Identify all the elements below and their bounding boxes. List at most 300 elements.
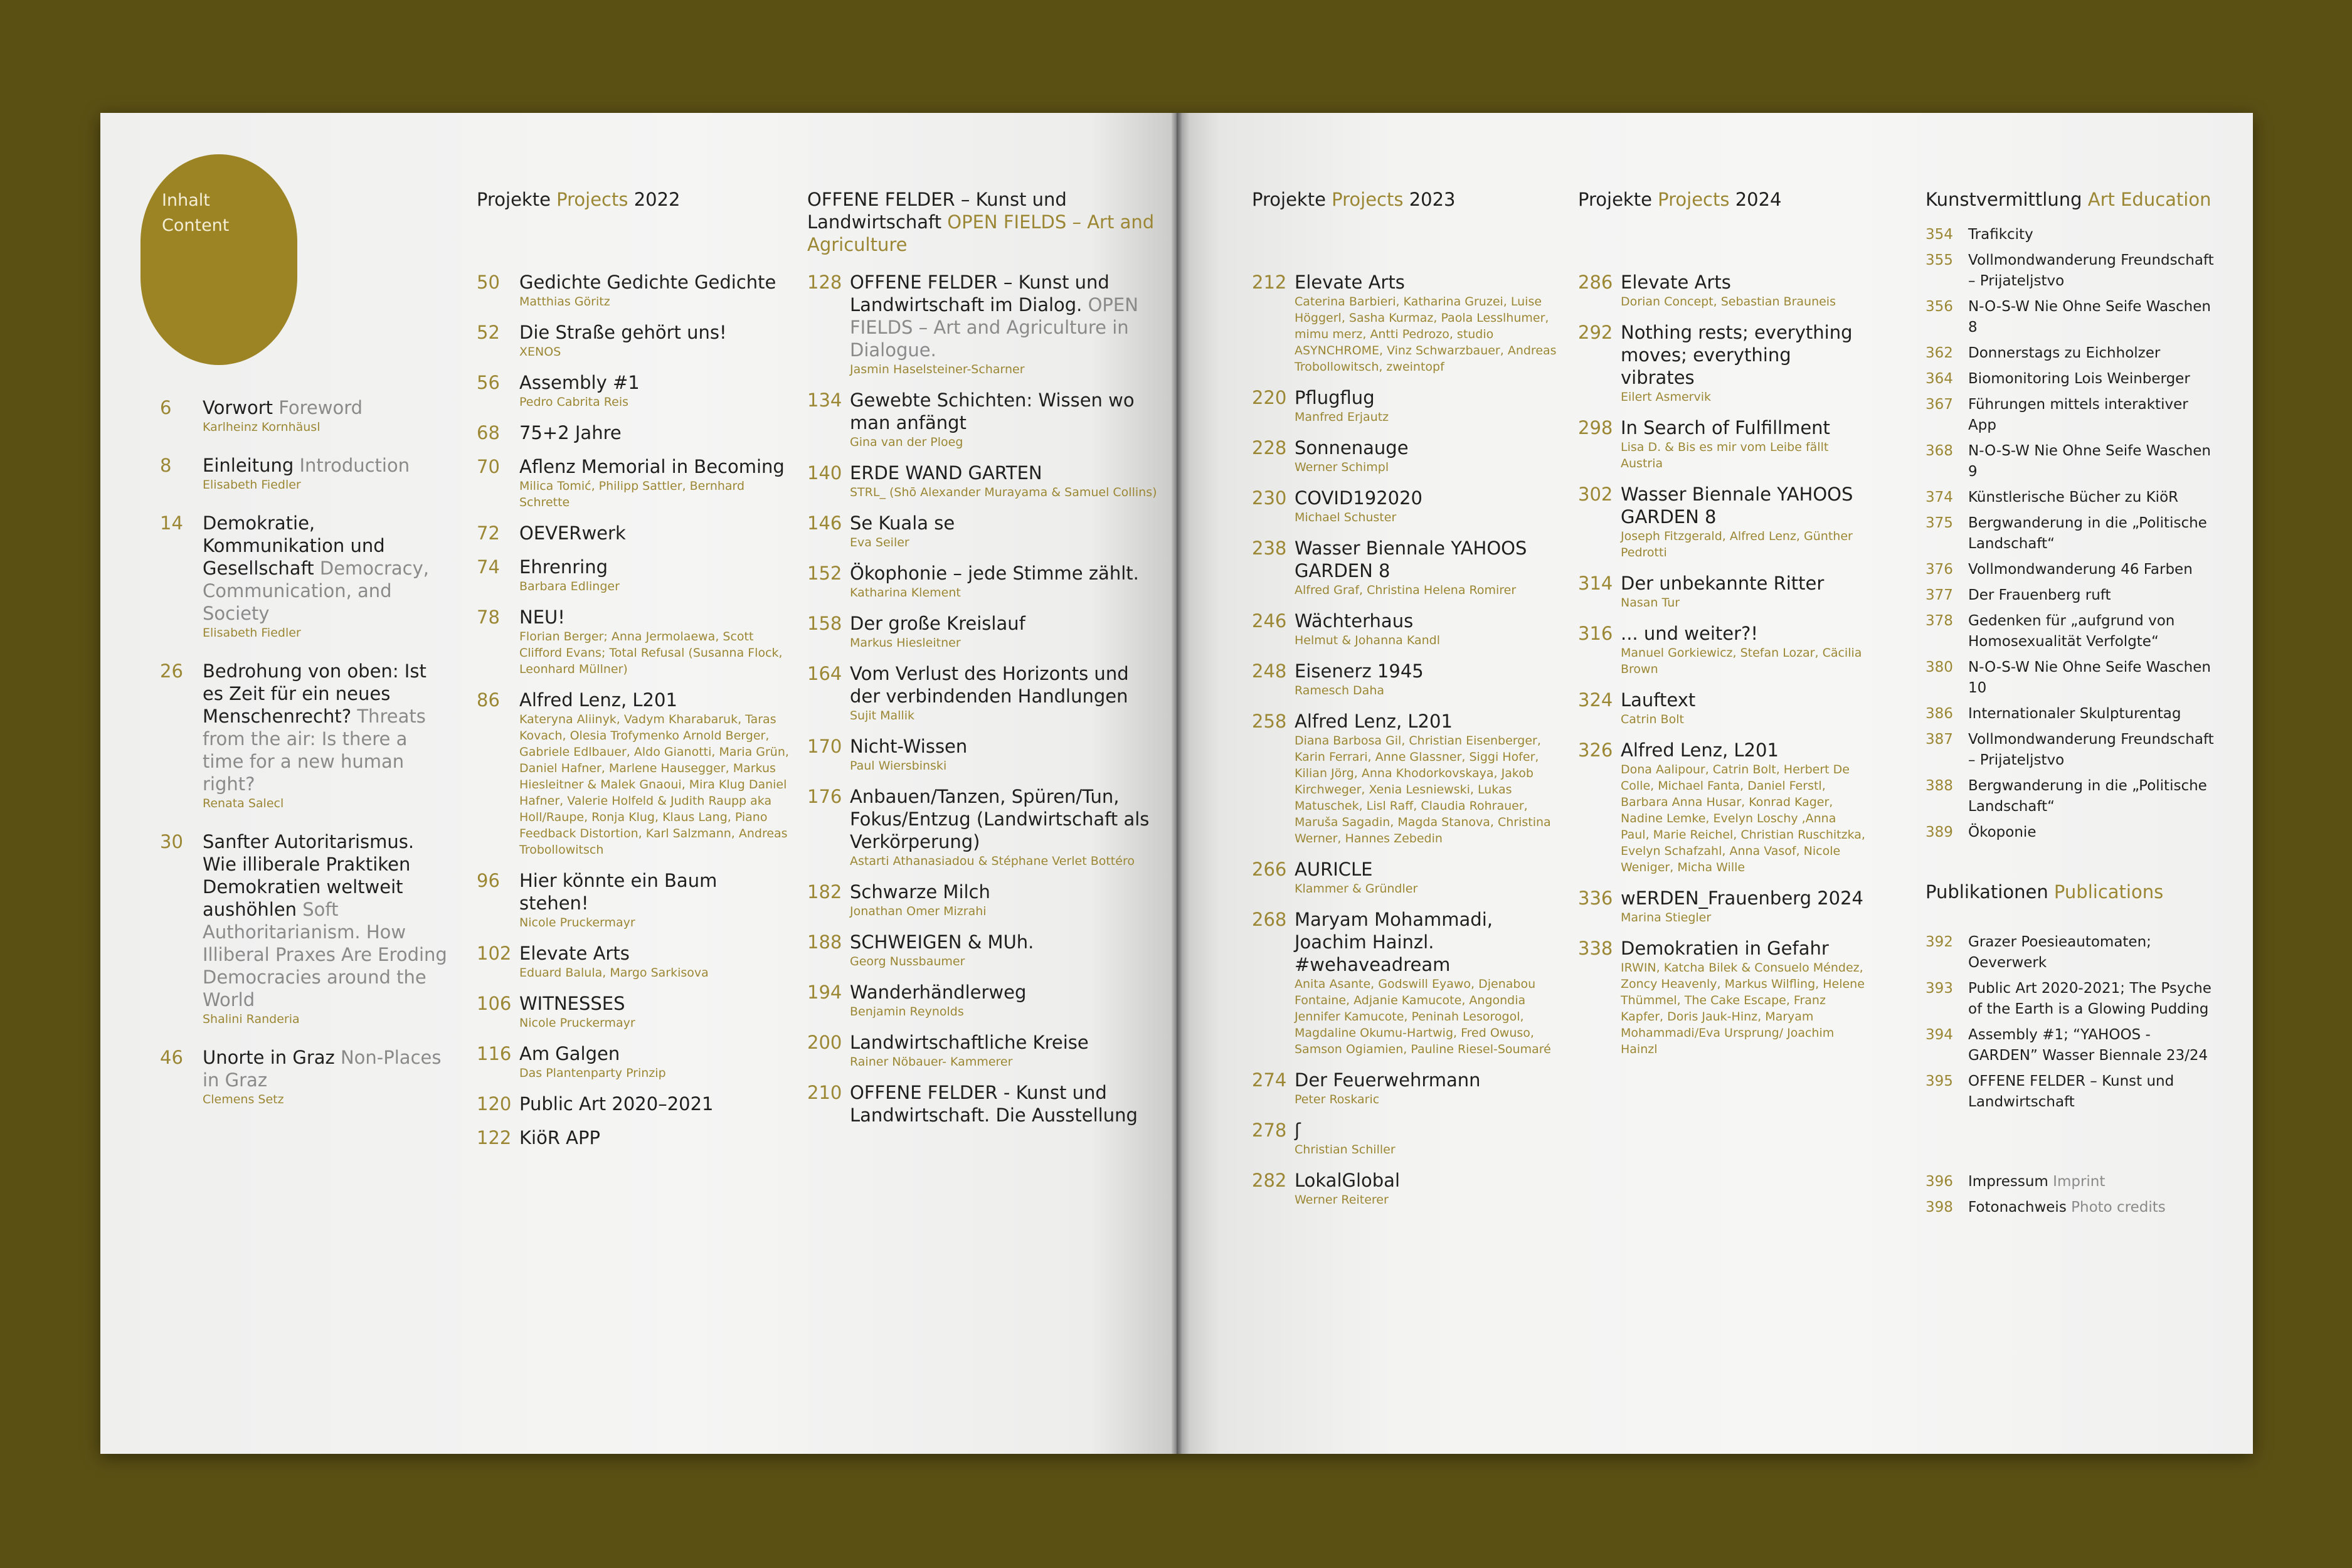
entry-title <box>1295 610 1562 632</box>
entry-title <box>1295 710 1562 733</box>
entry-title <box>850 785 1158 853</box>
page-number: 302 <box>1578 484 1613 505</box>
section-heading-de: OFFENE FELDER – Kunst und Landwirtschaft <box>807 189 1067 233</box>
entry-title-de: Wasser Biennale YAHOOS GARDEN 8 <box>1295 538 1527 581</box>
entry-title-en: Foreword <box>273 397 363 418</box>
entry-title-de: Alfred Lenz, L201 <box>519 689 677 711</box>
entry-author: Katharina Klement <box>850 586 961 600</box>
section-heading <box>807 188 1158 256</box>
toc-column-2024 <box>1578 188 1868 1069</box>
entry-title-de: Vom Verlust des Horizonts und der verbindenden Handlungen <box>850 663 1129 707</box>
toc-entry <box>1252 386 1562 425</box>
section-heading-en: Projects <box>1651 189 1730 210</box>
entry-title <box>203 454 448 477</box>
entry-author: Paul Wiersbinski <box>850 759 947 773</box>
entry-title-en: Photo credits <box>2066 1199 2166 1216</box>
page-number: 368 <box>1926 443 1953 459</box>
entry-title: N-O-S-W Nie Ohne Seife Waschen 10 <box>1968 659 2211 696</box>
entry-title: Vollmondwanderung Freundschaft – Prijateljstvo <box>1968 252 2214 289</box>
entry-title: N-O-S-W Nie Ohne Seife Waschen 9 <box>1968 443 2211 480</box>
toc-entry <box>1252 710 1562 847</box>
toc-entry <box>160 1046 448 1108</box>
page-number: 200 <box>807 1032 842 1053</box>
entry-author: Nasan Tur <box>1621 596 1680 610</box>
toc-entry <box>1252 908 1562 1057</box>
toc-column-2023 <box>1252 188 1562 1219</box>
toc-entry <box>477 1126 790 1149</box>
entry-title: Donnerstags zu Eichholzer <box>1968 345 2161 361</box>
page-number: 220 <box>1252 387 1287 408</box>
section-heading-en: Projects <box>550 189 628 210</box>
entry-title-de: Elevate Arts <box>1621 272 1731 293</box>
toc-entry <box>1252 537 1562 598</box>
publications-heading <box>1926 881 2220 903</box>
page-number: 380 <box>1926 659 1953 675</box>
page-number: 286 <box>1578 272 1613 293</box>
toc-entry <box>160 396 448 435</box>
page-number: 398 <box>1926 1199 1953 1216</box>
toc-entry <box>1252 660 1562 699</box>
toc-entry <box>1252 437 1562 475</box>
toc-entry <box>1252 858 1562 897</box>
toc-entry <box>477 869 790 931</box>
entry-title <box>1295 660 1562 682</box>
entry-title-de: Alfred Lenz, L201 <box>1621 739 1779 761</box>
toc-entry <box>807 612 1158 651</box>
entry-title: Public Art 2020-2021; The Psyche of the Earth is a Glowing Pudding <box>1968 980 2212 1017</box>
toc-entry <box>160 454 448 493</box>
entry-author: Gina van der Ploeg <box>850 435 963 449</box>
toc-entry <box>160 660 448 812</box>
magazine-spread <box>100 113 2253 1454</box>
entry-title-de: Bedrohung von oben: Ist es Zeit für ein neues Menschenrecht? <box>203 660 426 727</box>
entry-title-de: 75+2 Jahre <box>519 422 622 443</box>
entry-author: Eva Seiler <box>850 536 909 549</box>
section-heading <box>477 188 790 211</box>
page-number: 389 <box>1926 824 1953 840</box>
toc-entry-small <box>1926 225 2220 245</box>
section-heading-year: 2022 <box>628 189 681 210</box>
section-heading-de: Projekte <box>1252 189 1326 210</box>
entry-title <box>519 992 790 1015</box>
entry-title <box>519 1093 790 1115</box>
toc-entry <box>1578 689 1868 728</box>
entry-title <box>519 271 790 294</box>
toc-entry <box>1252 1069 1562 1108</box>
entry-title <box>850 562 1158 585</box>
entry-title <box>1621 887 1868 909</box>
entry-author: Michael Schuster <box>1295 511 1397 524</box>
entry-title <box>1295 437 1562 459</box>
entry-title <box>1295 271 1562 294</box>
page-number: 230 <box>1252 487 1287 509</box>
entry-title <box>1295 1119 1562 1142</box>
entry-author: Milica Tomić, Philipp Sattler, Bernhard Schrette <box>519 479 745 509</box>
page-number: 228 <box>1252 437 1287 458</box>
entry-author: Dorian Concept, Sebastian Brauneis <box>1621 295 1836 309</box>
page-number: 266 <box>1252 859 1287 880</box>
contents-badge-label <box>162 188 229 238</box>
entry-author: Caterina Barbieri, Katharina Gruzei, Luise Höggerl, Sasha Kurmaz, Paola Lesslhumer, mimu merz, Antti Pedrozo, studio ASYNCHROME, Vinz Schwarzbauer, Andreas Trobollowitsch, zweintopf <box>1295 295 1557 374</box>
toc-entry <box>477 522 790 544</box>
toc-entry <box>477 942 790 981</box>
entry-title <box>1621 572 1868 595</box>
entry-title: N-O-S-W Nie Ohne Seife Waschen 8 <box>1968 299 2211 336</box>
entry-title-de: Die Straße gehört uns! <box>519 322 727 343</box>
entry-title-de: Der Feuerwehrmann <box>1295 1069 1481 1091</box>
entry-title <box>1621 321 1868 389</box>
entry-title-de: KiöR APP <box>519 1127 600 1148</box>
page-number: 86 <box>477 689 500 711</box>
page-number: 170 <box>807 736 842 757</box>
entry-author: Diana Barbosa Gil, Christian Eisenberger, Karin Ferrari, Anne Glassner, Siggi Hofer, Kilian Jörg, Anna Khodorkovskaya, Jakob Kirchweger, Xenia Lesniewski, Lukas Matuschek, Lisl Raff, Claudia Rohrauer, Maruša Sagadin, Magda Stanova, Christina Werner, Hannes Zebedin <box>1295 734 1551 845</box>
entry-title-de: Wasser Biennale YAHOOS GARDEN 8 <box>1621 484 1853 527</box>
page-number: 246 <box>1252 610 1287 632</box>
entry-title-de: Gedichte Gedichte Gedichte <box>519 272 776 293</box>
page-number: 68 <box>477 422 500 443</box>
page-number: 298 <box>1578 417 1613 438</box>
entry-author: Benjamin Reynolds <box>850 1005 964 1019</box>
entry-author: Eilert Asmervik <box>1621 390 1711 404</box>
section-heading-en: Publications <box>2048 881 2164 903</box>
entry-title-de: Anbauen/Tanzen, Spüren/Tun, Fokus/Entzug (Landwirtschaft als Verkörperung) <box>850 786 1150 852</box>
entry-title-en: Introduction <box>294 455 410 476</box>
entry-author: Werner Reiterer <box>1295 1193 1389 1207</box>
toc-entry <box>807 881 1158 919</box>
entry-author: STRL_ (Shō Alexander Murayama & Samuel Collins) <box>850 485 1157 499</box>
entry-author: IRWIN, Katcha Bilek & Consuelo Méndez, Zoncy Heavenly, Markus Wilfling, Helene Thümmel, The Cake Escape, Franz Kapfer, Doris Jauk-Hinz, Maryam Mohammadi/Eva Ursprung/ Joachim Hainzl <box>1621 961 1865 1056</box>
page-number: 212 <box>1252 272 1287 293</box>
toc-entry <box>477 1093 790 1115</box>
page-number: 96 <box>477 870 500 891</box>
entry-title-de: Alfred Lenz, L201 <box>1295 711 1453 732</box>
entry-author: Catrin Bolt <box>1621 712 1684 726</box>
toc-entry <box>807 512 1158 551</box>
entry-title: Bergwanderung in die „Politische Landschaft“ <box>1968 778 2207 815</box>
entry-title <box>850 881 1158 903</box>
page-number: 324 <box>1578 689 1613 711</box>
entry-title: Trafikcity <box>1968 226 2033 243</box>
entry-author: Manuel Gorkiewicz, Stefan Lozar, Cäcilia Brown <box>1621 646 1862 676</box>
entry-title <box>850 1031 1158 1054</box>
entry-title-en: Non-Places in Graz <box>203 1047 442 1091</box>
entry-title-de: Der große Kreislauf <box>850 613 1025 634</box>
toc-entry-small <box>1926 1172 2220 1192</box>
entry-title <box>519 321 790 344</box>
page-number: 356 <box>1926 299 1953 315</box>
entry-title-de: Am Galgen <box>519 1043 620 1064</box>
entry-title-en: Imprint <box>2048 1173 2106 1190</box>
entry-title: Führungen mittels interaktiver App <box>1968 396 2188 433</box>
toc-entry-small <box>1926 978 2220 1020</box>
section-heading-de: Projekte <box>477 189 551 210</box>
entry-title <box>1621 937 1868 960</box>
toc-entry <box>807 735 1158 774</box>
entry-author: Manfred Erjautz <box>1295 410 1389 424</box>
entry-title <box>1295 908 1562 976</box>
entry-title <box>1295 1169 1562 1192</box>
entry-author: Elisabeth Fiedler <box>203 478 301 492</box>
page-number: 152 <box>807 563 842 584</box>
toc-entry <box>477 271 790 310</box>
page-number: 164 <box>807 663 842 684</box>
section-heading-en: Art Education <box>2082 189 2212 210</box>
entry-title-en: Democracy, Communication, and Society <box>203 558 430 624</box>
entry-title-de: Maryam Mohammadi, Joachim Hainzl. #wehaveadream <box>1295 909 1493 975</box>
entry-title-de: Demokratie, Kommunikation und Gesellschaft <box>203 512 385 579</box>
page-number: 258 <box>1252 711 1287 732</box>
page-number: 375 <box>1926 515 1953 531</box>
page-number: 388 <box>1926 778 1953 794</box>
toc-entry-small <box>1926 657 2220 699</box>
toc-entry <box>1578 416 1868 472</box>
page-number: 364 <box>1926 371 1953 387</box>
page-number: 120 <box>477 1093 512 1115</box>
entry-title <box>850 735 1158 758</box>
entry-author: Elisabeth Fiedler <box>203 626 301 640</box>
entry-author: Kateryna Aliinyk, Vadym Kharabaruk, Taras Kovach, Olesia Trofymenko Arnold Berger, Gabriele Edlbauer, Aldo Gianotti, Maria Grün, Daniel Hafner, Marlene Hausegger, Markus Hiesleitner & Malek Gnaoui, Mira Klug Daniel Hafner, Valerie Holfeld & Judith Raupp aka Holl/Raupe, Ronja Klug, Klaus Lang, Piano Feedback Distortion, Karl Salzmann, Andreas Trobollowitsch <box>519 712 789 857</box>
entry-title-de: OFFENE FELDER - Kunst und Landwirtschaft. Die Ausstellung <box>850 1082 1138 1126</box>
entry-author: Alfred Graf, Christina Helena Romirer <box>1295 583 1517 597</box>
entry-title-de: ERDE WAND GARTEN <box>850 462 1042 484</box>
page-number: 146 <box>807 512 842 534</box>
entry-title-de: Gewebte Schichten: Wissen wo man anfängt <box>850 389 1135 433</box>
page-number: 6 <box>160 397 172 418</box>
page-number: 176 <box>807 786 842 807</box>
entry-title-de: ... und weiter?! <box>1621 623 1759 644</box>
toc-entry <box>807 981 1158 1020</box>
page-number: 74 <box>477 556 500 578</box>
page-number: 122 <box>477 1127 512 1148</box>
toc-entry <box>1578 937 1868 1057</box>
entry-title: Gedenken für „aufgrund von Homosexualität Verfolgte“ <box>1968 613 2175 650</box>
entry-title <box>519 455 790 478</box>
toc-entry <box>477 556 790 595</box>
page-number: 278 <box>1252 1120 1287 1141</box>
page-number: 362 <box>1926 345 1953 361</box>
toc-entry <box>1578 483 1868 561</box>
entry-title-de: LokalGlobal <box>1295 1170 1401 1191</box>
left-page <box>100 113 1177 1454</box>
toc-entry-small <box>1926 250 2220 292</box>
entry-author: XENOS <box>519 345 561 359</box>
toc-entry-small <box>1926 611 2220 652</box>
page-number: 210 <box>807 1082 842 1103</box>
toc-entry <box>807 462 1158 501</box>
toc-entry <box>1252 610 1562 649</box>
section-heading-year: 2023 <box>1403 189 1456 210</box>
page-number: 314 <box>1578 573 1613 594</box>
entry-title <box>1621 416 1868 439</box>
entry-title: Ökoponie <box>1968 824 2037 840</box>
toc-entry <box>477 455 790 511</box>
badge-label-de: Inhalt <box>162 191 210 210</box>
entry-title <box>850 462 1158 484</box>
toc-entry <box>1578 572 1868 611</box>
page-number: 248 <box>1252 660 1287 682</box>
toc-entry <box>477 992 790 1031</box>
entry-title: Der Frauenberg ruft <box>1968 587 2111 603</box>
entry-title <box>203 660 448 795</box>
toc-entry <box>807 1031 1158 1070</box>
toc-entry <box>1578 271 1868 310</box>
entry-author: Nicole Pruckermayr <box>519 1016 635 1030</box>
section-heading <box>1578 188 1868 211</box>
entry-title <box>1295 386 1562 409</box>
toc-entry <box>1252 487 1562 526</box>
entry-title-de: Sonnenauge <box>1295 437 1409 458</box>
entry-title <box>1621 739 1868 761</box>
entry-title-de: Ehrenring <box>519 556 608 578</box>
entry-author: Klammer & Gründler <box>1295 882 1418 896</box>
entry-title-de: Wächterhaus <box>1295 610 1414 632</box>
entry-author: Astarti Athanasiadou & Stéphane Verlet Bottéro <box>850 854 1135 868</box>
toc-entry-small <box>1926 441 2220 482</box>
entry-title-de: Sanfter Autoritarismus. Wie illiberale Praktiken Demokratien weltweit aushöhlen <box>203 831 415 920</box>
page-number: 194 <box>807 982 842 1003</box>
toc-entry <box>807 389 1158 450</box>
entry-title-de: Se Kuala se <box>850 512 955 534</box>
entry-title-de: In Search of Fulfillment <box>1621 417 1830 438</box>
toc-entry-small <box>1926 932 2220 973</box>
entry-author: Marina Stiegler <box>1621 911 1712 924</box>
entry-author: Das Plantenparty Prinzip <box>519 1066 666 1080</box>
toc-entry-small <box>1926 704 2220 724</box>
entry-title: Künstlerische Bücher zu KiöR <box>1968 489 2179 506</box>
toc-entry-small <box>1926 822 2220 843</box>
page-number: 52 <box>477 322 500 343</box>
toc-entry-small <box>1926 369 2220 389</box>
page-number: 374 <box>1926 489 1953 506</box>
toc-entry <box>477 371 790 410</box>
entry-title-en: Soft Authoritarianism. How Illiberal Praxes Are Eroding Democracies around the World <box>203 899 447 1010</box>
page-number: 182 <box>807 881 842 903</box>
page-number: 26 <box>160 660 183 682</box>
entry-title-de: NEU! <box>519 607 565 628</box>
entry-title-de: Aflenz Memorial in Becoming <box>519 456 785 477</box>
entry-title-de: Nothing rests; everything moves; everything vibrates <box>1621 322 1853 388</box>
entry-title <box>519 689 790 711</box>
entry-title <box>519 371 790 394</box>
toc-column-2022 <box>477 188 790 1160</box>
entry-title <box>850 271 1158 361</box>
entry-title <box>850 662 1158 707</box>
toc-entry <box>477 689 790 858</box>
entry-title: Assembly #1; “YAHOOS - GARDEN” Wasser Biennale 23/24 <box>1968 1027 2208 1064</box>
toc-entry <box>1252 1119 1562 1158</box>
entry-author: Ramesch Daha <box>1295 684 1385 697</box>
page-number: 387 <box>1926 731 1953 748</box>
entry-title-de: Vorwort <box>203 397 273 418</box>
entry-title-de: Unorte in Graz <box>203 1047 335 1068</box>
entry-author: Lisa D. & Bis es mir vom Leibe fällt Austria <box>1621 440 1829 470</box>
page-number: 140 <box>807 462 842 484</box>
page-number: 316 <box>1578 623 1613 644</box>
page-number: 72 <box>477 522 500 544</box>
toc-entry <box>1252 271 1562 375</box>
contents-badge <box>140 154 297 365</box>
entry-title <box>519 1126 790 1149</box>
entry-title: Impressum <box>1968 1173 2048 1190</box>
toc-entry-small <box>1926 776 2220 817</box>
entry-title <box>850 1081 1158 1126</box>
entry-author: Anita Asante, Godswill Eyawo, Djenabou Fontaine, Adjanie Kamucote, Angondia Jennifer Kamucote, Peninah Lesorogol, Magdaline Okumu-Hartwig, Fred Owuso, Samson Ogiamien, Pauline Riesel-Soumaré <box>1295 977 1551 1056</box>
entry-title-de: Der unbekannte Ritter <box>1621 573 1825 594</box>
toc-column-art-education <box>1926 188 2220 1223</box>
entry-author: Renata Salecl <box>203 797 284 810</box>
toc-entry-small <box>1926 487 2220 508</box>
entry-title <box>519 522 790 544</box>
entry-title-de: SCHWEIGEN & MUh. <box>850 931 1034 953</box>
page-number: 393 <box>1926 980 1953 997</box>
toc-entry-small <box>1926 513 2220 554</box>
toc-entry <box>477 321 790 360</box>
entry-title-de: Elevate Arts <box>519 943 630 964</box>
page-number: 50 <box>477 272 500 293</box>
entry-title: Vollmondwanderung 46 Farben <box>1968 561 2193 578</box>
spine-gutter <box>1172 113 1182 1454</box>
page-number: 386 <box>1926 706 1953 722</box>
toc-entry <box>160 830 448 1027</box>
page-number: 238 <box>1252 538 1287 559</box>
toc-entry-small <box>1926 1025 2220 1066</box>
toc-entry-small <box>1926 1197 2220 1218</box>
entry-title <box>203 512 448 625</box>
section-heading-de: Publikationen <box>1926 881 2048 903</box>
toc-entry <box>807 931 1158 970</box>
page-number: 338 <box>1578 938 1613 959</box>
entry-title-en: OPEN FIELDS – Art and Agriculture in Dialogue. <box>850 294 1138 361</box>
page-number: 268 <box>1252 909 1287 930</box>
entry-author: Jonathan Omer Mizrahi <box>850 904 987 918</box>
entry-title-de: ʃ <box>1295 1120 1301 1141</box>
toc-entry <box>160 512 448 641</box>
page-number: 188 <box>807 931 842 953</box>
entry-title <box>1621 271 1868 294</box>
toc-entry <box>1578 622 1868 677</box>
toc-entry <box>807 271 1158 378</box>
entry-title: Vollmondwanderung Freundschaft – Prijateljstvo <box>1968 731 2214 768</box>
entry-title-de: wERDEN_Frauenberg 2024 <box>1621 887 1863 909</box>
entry-author: Helmut & Johanna Kandl <box>1295 633 1440 647</box>
page-number: 394 <box>1926 1027 1953 1043</box>
section-heading <box>1252 188 1562 211</box>
entry-title-de: OEVERwerk <box>519 522 626 544</box>
page-number: 102 <box>477 943 512 964</box>
entry-title-de: AURICLE <box>1295 859 1373 880</box>
entry-title-de: Nicht-Wissen <box>850 736 968 757</box>
page-number: 274 <box>1252 1069 1287 1091</box>
page-number: 46 <box>160 1047 183 1068</box>
entry-title-de: COVID192020 <box>1295 487 1422 509</box>
page-number: 355 <box>1926 252 1953 268</box>
entry-title-de: Assembly #1 <box>519 372 640 393</box>
entry-author: Christian Schiller <box>1295 1143 1396 1157</box>
entry-title-de: OFFENE FELDER – Kunst und Landwirtschaft im Dialog. <box>850 272 1110 315</box>
section-heading-en: OPEN FIELDS – Art and Agriculture <box>807 211 1155 255</box>
entry-title-de: Public Art 2020–2021 <box>519 1093 714 1115</box>
toc-entry-small <box>1926 395 2220 436</box>
entry-title-de: Pflugflug <box>1295 387 1375 408</box>
entry-title: Internationaler Skulpturentag <box>1968 706 2181 722</box>
toc-column-offene-felder <box>807 188 1158 1138</box>
entry-title-de: Wanderhändlerweg <box>850 982 1027 1003</box>
toc-column-intro <box>160 396 448 1126</box>
page-number: 282 <box>1252 1170 1287 1191</box>
toc-entry <box>807 785 1158 869</box>
entry-author: Karlheinz Kornhäusl <box>203 420 320 434</box>
entry-title-de: Hier könnte ein Baum stehen! <box>519 870 718 914</box>
